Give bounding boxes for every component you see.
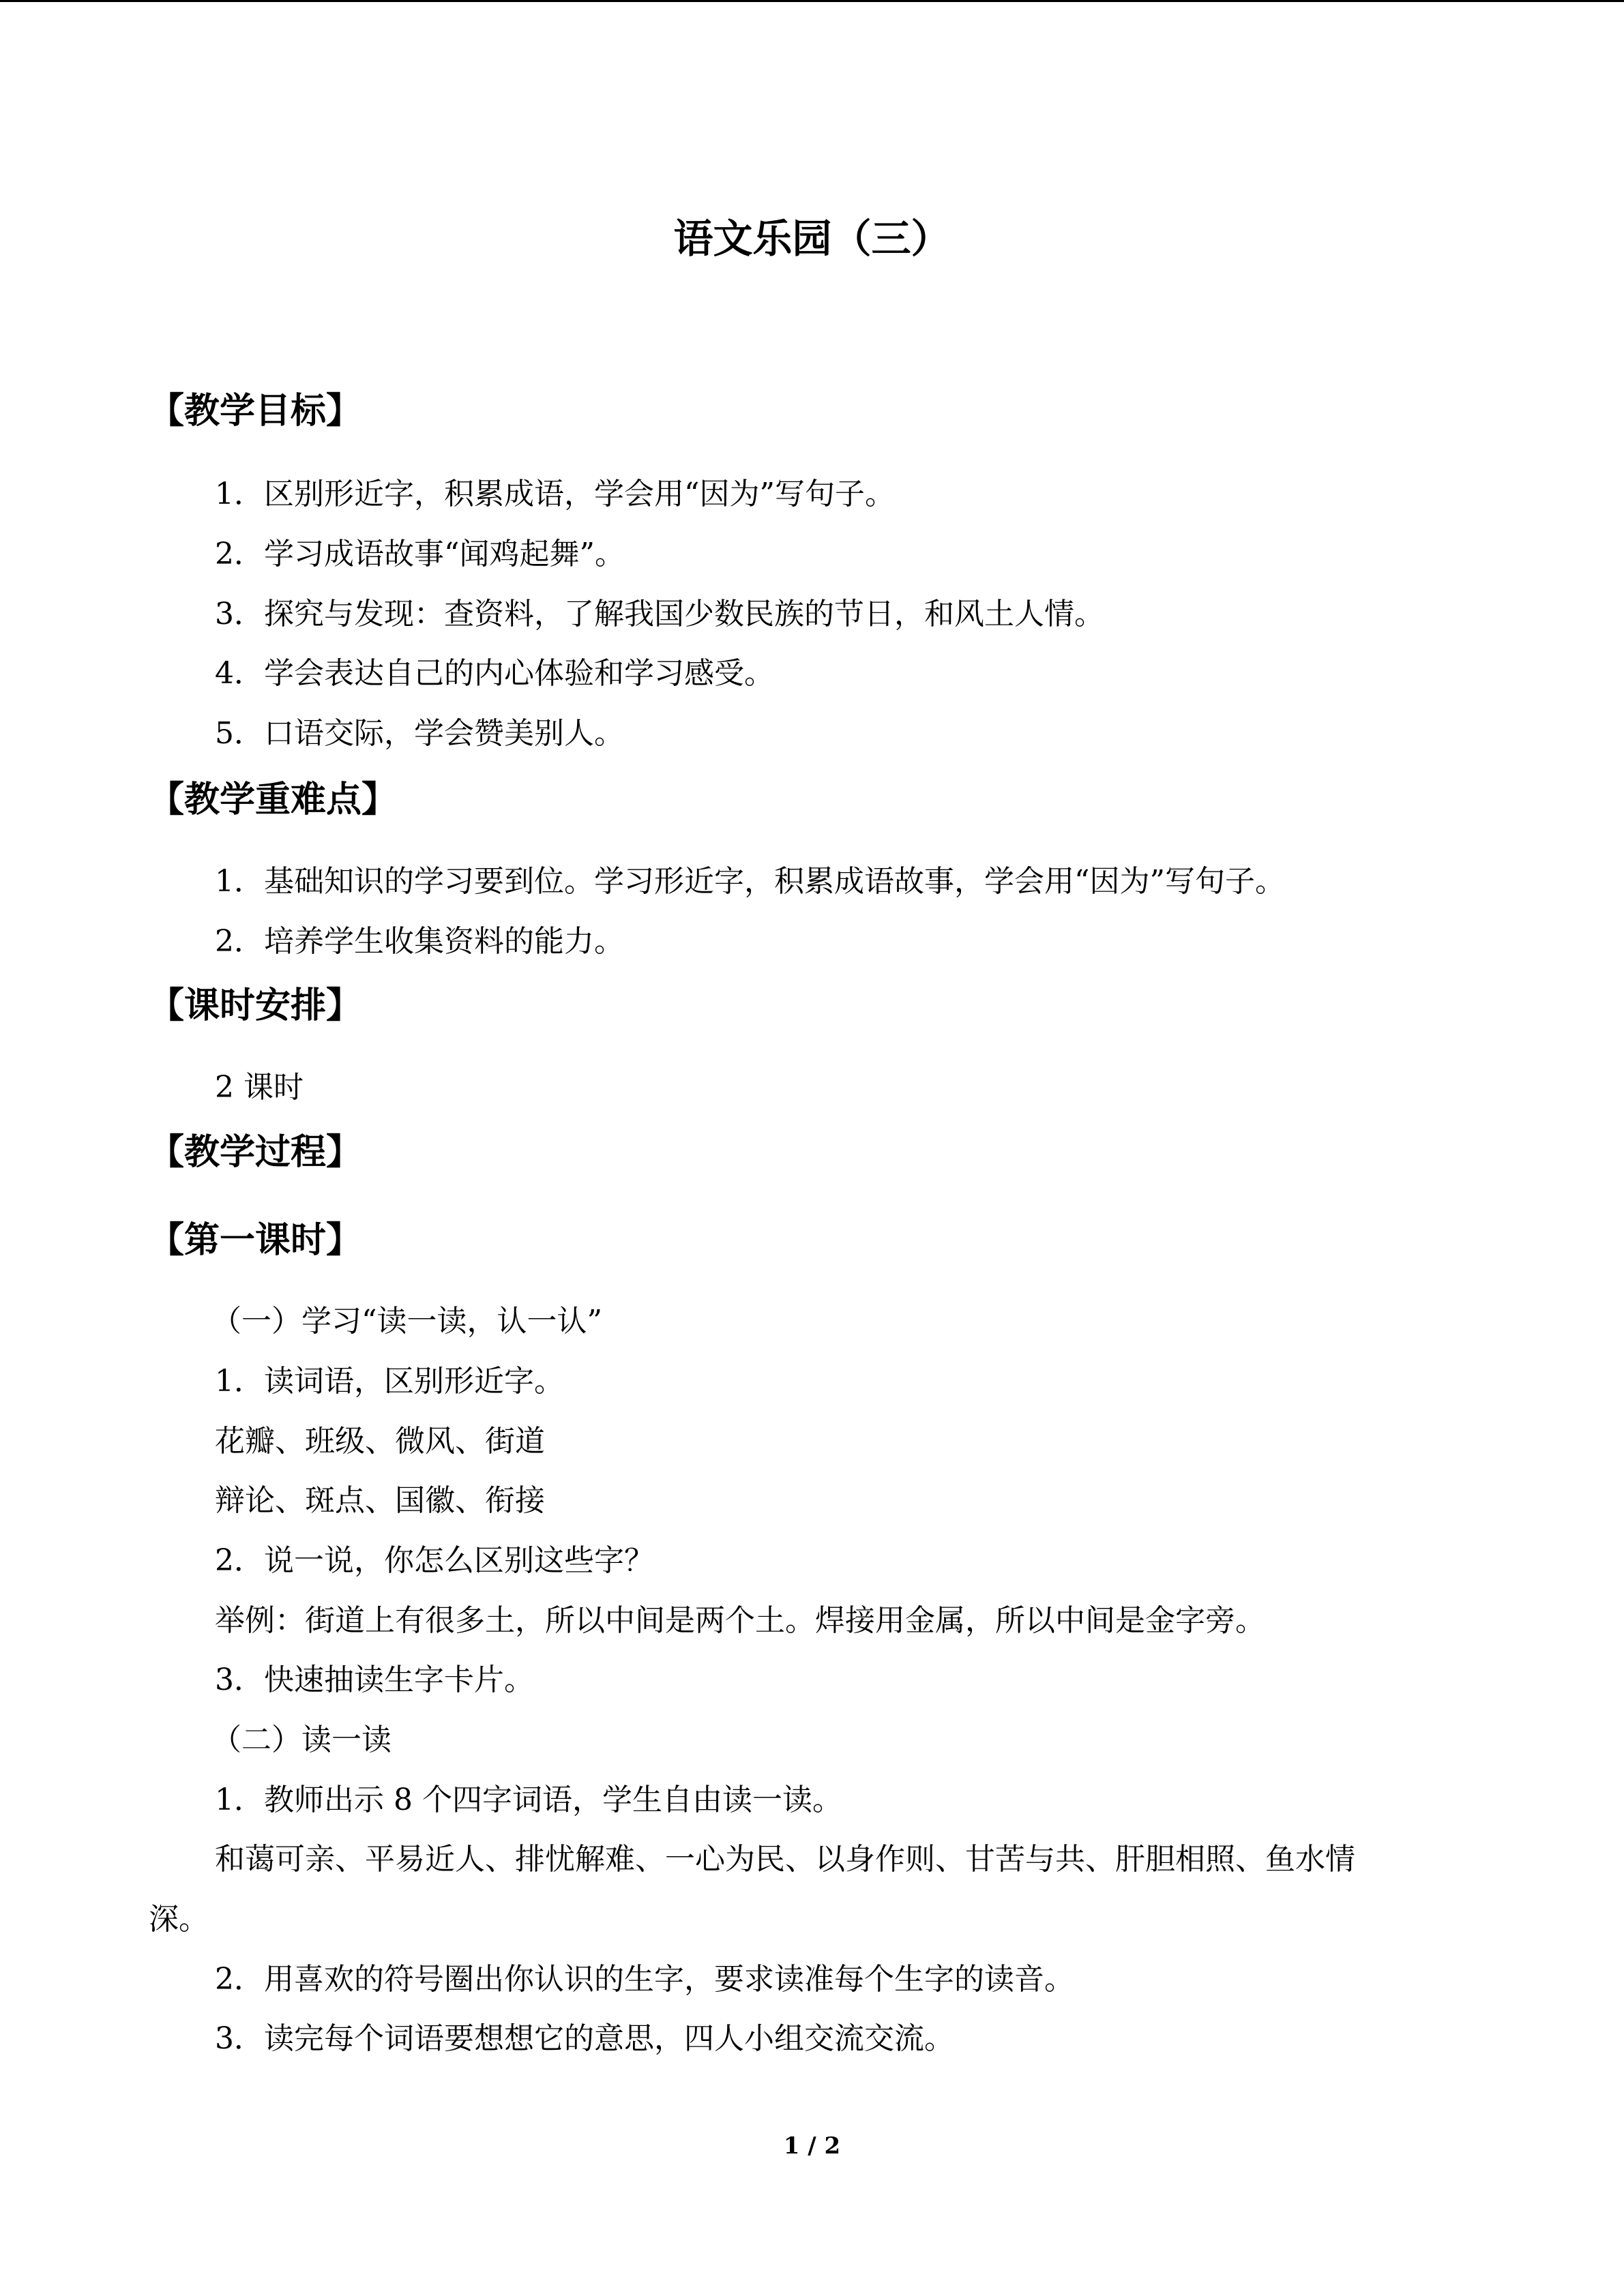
page-number: 1 / 2: [783, 2132, 841, 2160]
lesson-line: 辩论、斑点、国徽、衔接: [215, 1483, 545, 1518]
heading-lesson1: 【第一课时】: [149, 1220, 362, 1261]
goal-item: 5．口语交际，学会赞美别人。: [215, 716, 624, 751]
heading-process: 【教学过程】: [149, 1132, 362, 1173]
top-border-line: [0, 0, 1624, 2]
heading-key-points: 【教学重难点】: [149, 779, 398, 820]
page-title: 语文乐园（三）: [673, 215, 951, 262]
heading-goals: 【教学目标】: [149, 391, 362, 432]
goal-item: 3．探究与发现：查资料，了解我国少数民族的节日，和风土人情。: [215, 597, 1104, 631]
lesson-line: 3．快速抽读生字卡片。: [215, 1663, 534, 1697]
goal-item: 1．区别形近字，积累成语，学会用“因为”写句子。: [215, 477, 895, 511]
key-point-item: 2．培养学生收集资料的能力。: [215, 924, 624, 959]
goal-item: 2．学习成语故事“闻鸡起舞”。: [215, 537, 625, 571]
lesson-line: 3．读完每个词语要想想它的意思，四人小组交流交流。: [215, 2021, 954, 2056]
lesson-subheading: （一）学习“读一读，认一认”: [211, 1304, 602, 1339]
lesson-line: 和蔼可亲、平易近人、排忧解难、一心为民、以身作则、甘苦与共、肝胆相照、鱼水情: [215, 1842, 1355, 1877]
lesson-line: 1．教师出示 8 个四字词语，学生自由读一读。: [215, 1783, 842, 1817]
lesson-line: 举例：街道上有很多土，所以中间是两个土。焊接用金属，所以中间是金字旁。: [215, 1603, 1265, 1638]
lesson-line: 1．读词语，区别形近字。: [215, 1364, 564, 1399]
lesson-line: 2．用喜欢的符号圈出你认识的生字，要求读准每个生字的读音。: [215, 1962, 1074, 1997]
lesson-line: 深。: [149, 1902, 209, 1937]
heading-schedule: 【课时安排】: [149, 985, 362, 1026]
schedule-text: 2 课时: [215, 1070, 304, 1105]
goal-item: 4．学会表达自己的内心体验和学习感受。: [215, 656, 774, 691]
lesson-line: 花瓣、班级、微风、街道: [215, 1424, 545, 1459]
lesson-line: 2．说一说，你怎么区别这些字？: [215, 1543, 654, 1578]
lesson-subheading: （二）读一读: [211, 1723, 392, 1757]
key-point-item: 1．基础知识的学习要到位。学习形近字，积累成语故事，学会用“因为”写句子。: [215, 864, 1285, 899]
